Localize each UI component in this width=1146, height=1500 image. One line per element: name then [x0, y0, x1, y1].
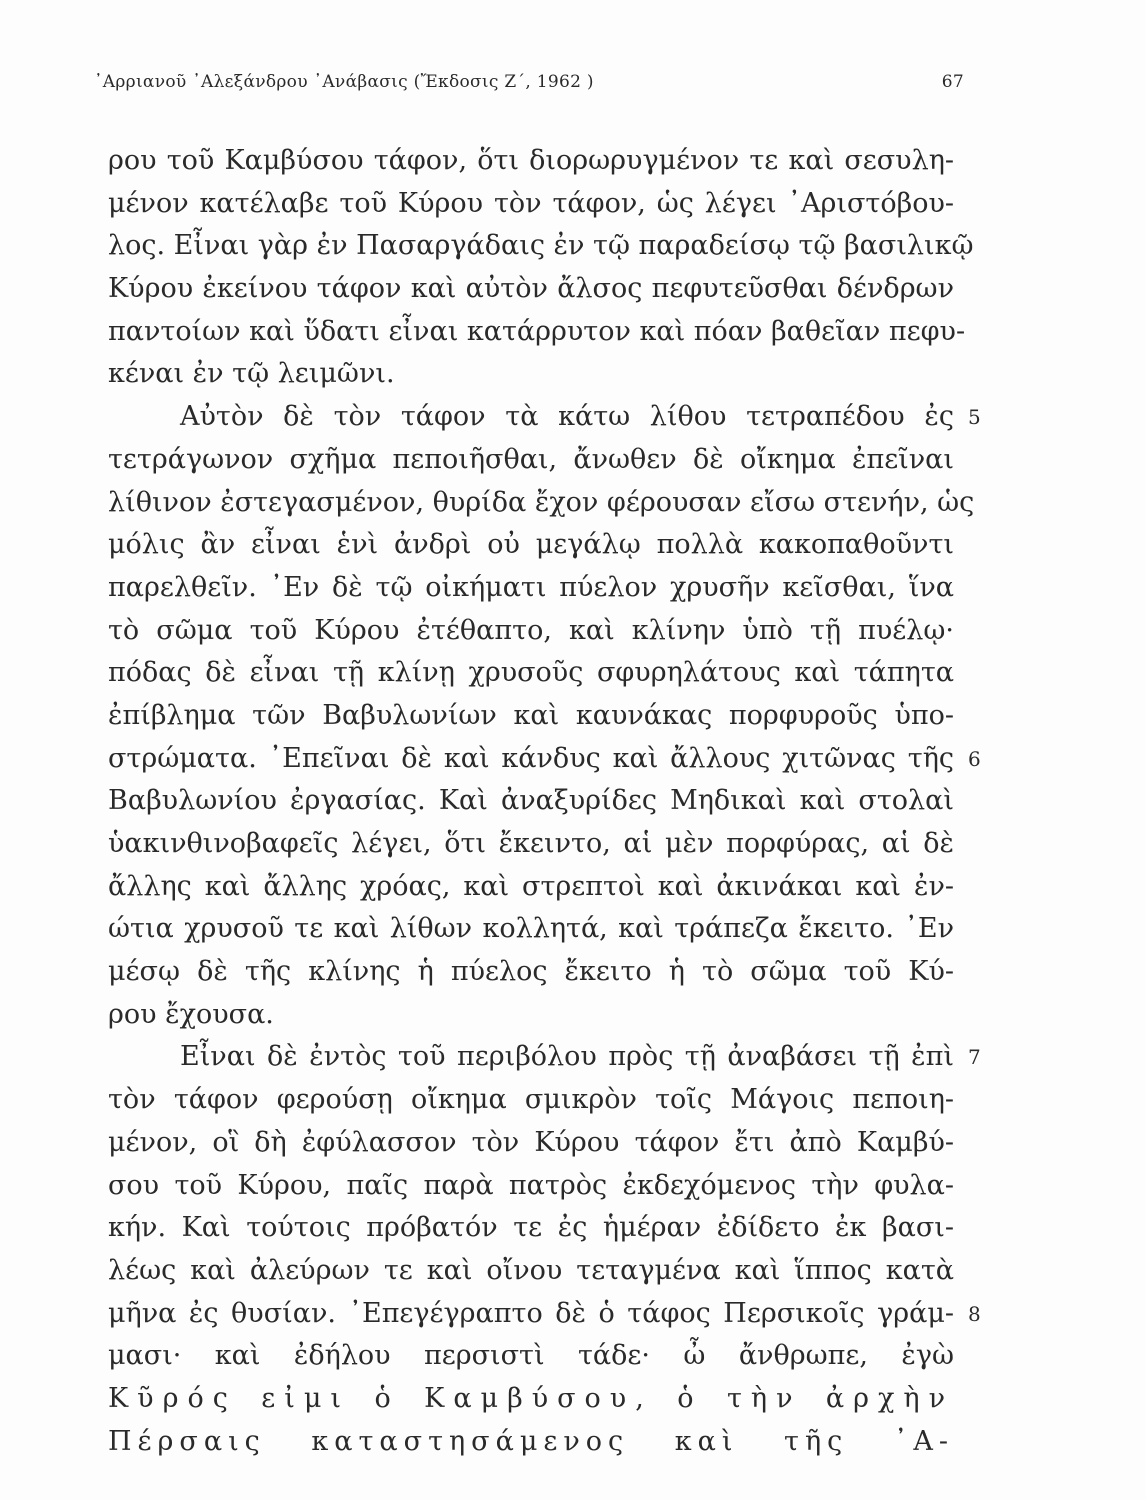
text-line: λέως καὶ ἀλεύρων τε καὶ οἴνου τεταγμένα καὶ ἵππος κατὰ [108, 1254, 954, 1286]
text-line [108, 396, 981, 439]
text-line: λίθινον ἐστεγασμένον, θυρίδα ἔχον φέρουσαν εἴσω στενήν, ὡς [108, 486, 975, 518]
text-line [108, 1036, 981, 1079]
text-line: ώτια χρυσοῦ τε καὶ λίθων κολλητά, καὶ τράπεζα ἔκειτο. ᾿Εν [108, 913, 954, 945]
margin-section-number: 7 [968, 1045, 981, 1070]
line-text: στρώματα. ᾿Επεῖναι δὲ καὶ κάνδυς καὶ ἄλλους χιτῶνας τῆς [108, 742, 954, 774]
text-line: ὑακινθινοβαφεῖς λέγει, ὅτι ἔκειντο, αἱ μὲν πορφύρας, αἱ δὲ [108, 828, 954, 859]
text-line: τὸν τάφον φερούσῃ οἴκημα σμικρὸν τοῖς Μάγοις πεποιη- [108, 1084, 954, 1116]
text-line: Βαβυλωνίου ἐργασίας. Καὶ ἀναξυρίδες Μηδικαὶ καὶ στολαὶ [108, 785, 954, 817]
text-line: ρου τοῦ Καμβύσου τάφον, ὅτι διορωρυγμένον τε καὶ σεσυλη- [108, 145, 954, 176]
text-line: Κύρου ἐκείνου τάφον καὶ αὐτὸν ἄλσος πεφυτεῦσθαι δένδρων [108, 273, 954, 305]
text-line [108, 738, 981, 781]
line-text: Εἶναι δὲ ἐντὸς τοῦ περιβόλου πρὸς τῇ ἀναβάσει τῇ ἐπὶ [180, 1041, 954, 1073]
text-line: μένον κατέλαβε τοῦ Κύρου τὸν τάφον, ὡς λέγει ᾿Αριστόβου- [108, 187, 954, 219]
running-title: ᾿Αρριανοῦ ᾿Αλεξάνδρου ᾿Ανάβασις (Ἔκδοσις Ζ΄, 1962 ) [94, 72, 594, 92]
margin-section-number: 6 [968, 746, 981, 771]
text-line: μένον, οἳ δὴ ἐφύλασσον τὸν Κύρου τάφον ἔτι ἀπὸ Καμβύ- [108, 1126, 954, 1158]
body-text [108, 140, 981, 1463]
text-line: πόδας δὲ εἶναι τῇ κλίνῃ χρυσοῦς σφυρηλάτους καὶ τάπητα [108, 657, 954, 689]
line-text: Αὐτὸν δὲ τὸν τάφον τὰ κάτω λίθου τετραπέδου ἐς [180, 401, 954, 433]
text-line: κέναι ἐν τῷ λειμῶνι. [108, 358, 395, 390]
text-line-spaced: Κῦρός εἰμι ὁ Καμβύσου, ὁ τὴν ἀρχὴν [108, 1382, 954, 1414]
text-line: ἄλλης καὶ ἄλλης χρόας, καὶ στρεπτοὶ καὶ ἀκινάκαι καὶ ἐν- [108, 870, 954, 902]
text-line: μέσῳ δὲ τῆς κλίνης ἡ πύελος ἔκειτο ἡ τὸ σῶμα τοῦ Κύ- [108, 956, 954, 988]
text-line [108, 1293, 981, 1336]
text-line: λος. Εἶναι γὰρ ἐν Πασαργάδαις ἐν τῷ παραδείσῳ τῷ βασιλικῷ [108, 230, 974, 262]
text-line: κήν. Καὶ τούτοις πρόβατόν τε ἐς ἡμέραν ἐδίδετο ἐκ βασι- [108, 1212, 954, 1244]
text-line: μασι· καὶ ἐδήλου περσιστὶ τάδε· ὦ ἄνθρωπε, ἐγὼ [108, 1340, 954, 1372]
text-line: μόλις ἂν εἶναι ἑνὶ ἀνδρὶ οὐ μεγάλῳ πολλὰ κακοπαθοῦντι [108, 529, 954, 561]
text-line: παντοίων καὶ ὕδατι εἶναι κατάρρυτον καὶ πόαν βαθεῖαν πεφυ- [108, 315, 966, 347]
margin-section-number: 5 [968, 405, 981, 430]
page-number: 67 [941, 72, 964, 92]
text-line: παρελθεῖν. ᾿Εν δὲ τῷ οἰκήματι πύελον χρυσῆν κεῖσθαι, ἵνα [108, 571, 954, 603]
line-text: μῆνα ἐς θυσίαν. ᾿Επεγέγραπτο δὲ ὁ τάφος Περσικοῖς γράμ- [108, 1297, 954, 1329]
text-line: ἐπίβλημα τῶν Βαβυλωνίων καὶ καυνάκας πορφυροῦς ὑπο- [108, 699, 954, 731]
text-line: τετράγωνον σχῆμα πεποιῆσθαι, ἄνωθεν δὲ οἴκημα ἐπεῖναι [108, 443, 954, 475]
margin-section-number: 8 [968, 1301, 981, 1326]
text-line: ρου ἔχουσα. [108, 998, 274, 1030]
text-line: σου τοῦ Κύρου, παῖς παρὰ πατρὸς ἐκδεχόμενος τὴν φυλα- [108, 1169, 954, 1201]
text-line-spaced: Πέρσαις καταστησάμενος καὶ τῆς ᾿Α- [108, 1425, 954, 1457]
text-line: τὸ σῶμα τοῦ Κύρου ἐτέθαπτο, καὶ κλίνην ὑπὸ τῇ πυέλῳ· [108, 614, 954, 646]
running-head [94, 72, 964, 98]
